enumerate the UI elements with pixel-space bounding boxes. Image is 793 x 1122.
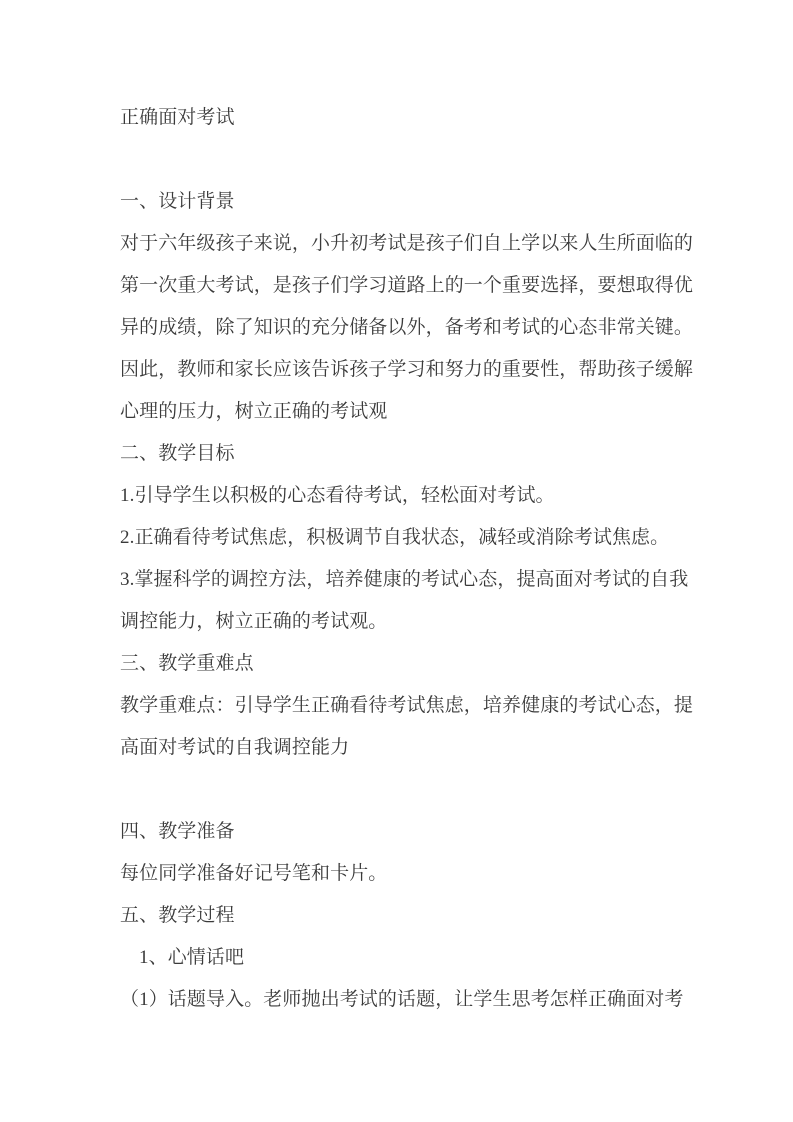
goal-item-2: 2.正确看待考试焦虑，积极调节自我状态，减轻或消除考试焦虑。 [120, 527, 670, 548]
body-line: 第一次重大考试，是孩子们学习道路上的一个重要选择，要想取得优 [120, 275, 694, 296]
goal-item-1: 1.引导学生以积极的心态看待考试，轻松面对考试。 [120, 485, 555, 506]
heading-teaching-process: 五、教学过程 [120, 905, 235, 926]
body-line: （1）话题导入。老师抛出考试的话题，让学生思考怎样正确面对考 [120, 989, 684, 1010]
blank-line [120, 139, 698, 181]
heading-key-difficult-points: 三、教学重难点 [120, 653, 254, 674]
body-line: 调控能力，树立正确的考试观。 [120, 611, 388, 632]
body-line: 高面对考试的自我调控能力 [120, 737, 350, 758]
goal-item-3: 3.掌握科学的调控方法，培养健康的考试心态，提高面对考试的自我 [120, 569, 689, 590]
heading-teaching-preparation: 四、教学准备 [120, 821, 235, 842]
body-line: 异的成绩，除了知识的充分储备以外，备考和考试的心态非常关键。 [120, 317, 694, 338]
blank-line [120, 769, 698, 811]
body-line: 对于六年级孩子来说，小升初考试是孩子们自上学以来人生所面临的 [120, 233, 694, 254]
body-line: 教学重难点：引导学生正确看待考试焦虑，培养健康的考试心态，提 [120, 695, 694, 716]
document-title: 正确面对考试 [120, 107, 235, 128]
body-line: 心理的压力，树立正确的考试观 [120, 401, 388, 422]
heading-teaching-goals: 二、教学目标 [120, 443, 235, 464]
body-line: 因此，教师和家长应该告诉孩子学习和努力的重要性，帮助孩子缓解 [120, 359, 694, 380]
heading-design-background: 一、设计背景 [120, 191, 235, 212]
body-line: 每位同学准备好记号笔和卡片。 [120, 863, 388, 884]
list-item-mood-talk: 1、心情话吧 [139, 947, 245, 968]
